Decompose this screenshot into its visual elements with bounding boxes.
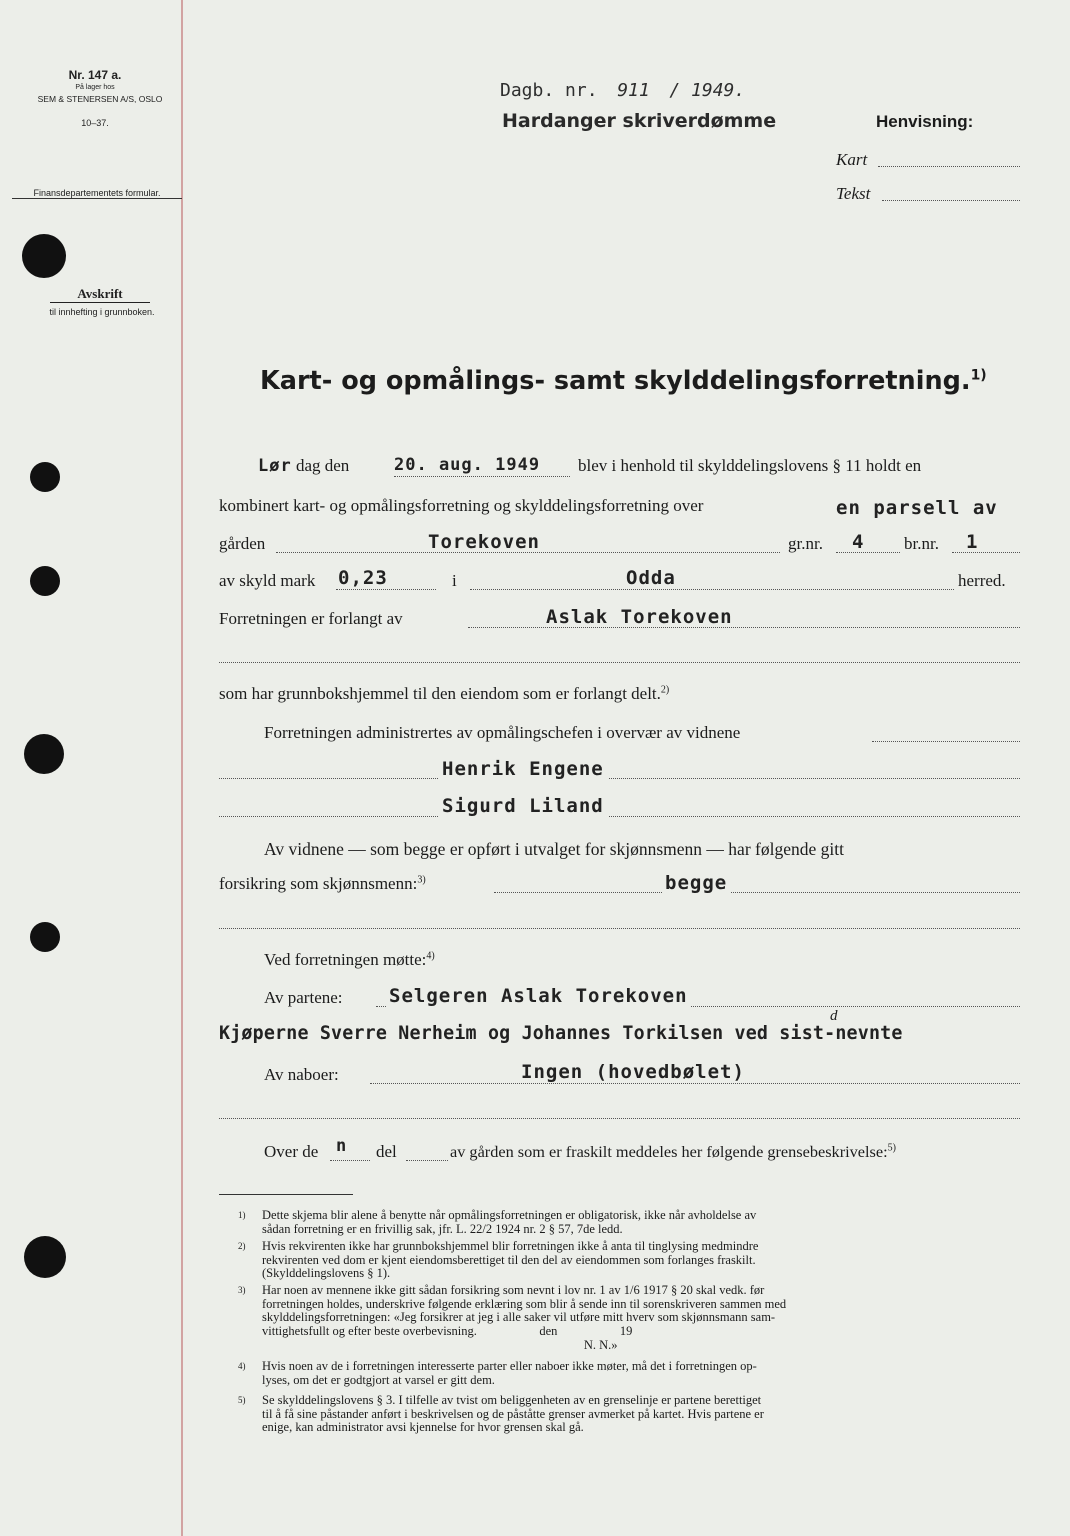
footnote-line: N. N.» [262, 1337, 618, 1352]
over-line [330, 1160, 370, 1161]
parsell-value: en parsell av [836, 497, 998, 519]
footnote-line: vittighetsfullt og efter beste overbevisning. den 19 [262, 1324, 633, 1339]
forsikring-fill [494, 892, 1020, 893]
punch-hole [22, 234, 66, 278]
motte-line [264, 950, 435, 970]
footnote-line: (Skylddelingslovens § 1). [262, 1266, 391, 1281]
admin-text: Forretningen administrertes av opmålingschefen i overvær av vidnene [264, 723, 741, 742]
grense-sup: 5) [887, 1142, 896, 1154]
forsikring-sup: 3) [417, 874, 426, 886]
footnote-4 [238, 1359, 1022, 1387]
brnr-label: br.nr. [904, 534, 939, 553]
over-fill: n [336, 1136, 348, 1156]
naboer-value: Ingen (hovedbølet) [518, 1061, 748, 1083]
kart-line [878, 166, 1020, 167]
footnote-line: Se skylddelingslovens § 3. I tilfelle av tvist om beliggenheten av en grenselinje er partene berettiget [262, 1393, 762, 1407]
line1-rest: blev i henhold til skylddelingslovens § 11 holdt en [578, 456, 922, 475]
ministry-form: Finansdepartementets formular. [12, 188, 182, 199]
footnote-number: 5) [238, 1395, 246, 1405]
motte-text: Ved forretningen møtte: [264, 950, 427, 969]
footnote-number: 1) [238, 1210, 246, 1220]
witness1-value: Henrik Engene [438, 758, 608, 780]
skyld-label: av skyld mark [219, 571, 316, 590]
document-title [260, 366, 987, 396]
publisher-line2: SEM & STENERSEN A/S, OSLO [37, 94, 163, 104]
grunnbok-text: som har grunnbokshjemmel til den eiendom som er forlangt delt. [219, 684, 661, 703]
journal-stamp [500, 80, 745, 101]
brnr-value: 1 [966, 531, 979, 553]
forlangt-label: Forretningen er forlangt av [219, 609, 403, 628]
grnr-label: gr.nr. [788, 534, 823, 553]
punch-hole [24, 1236, 66, 1278]
blank-line-3 [219, 1118, 1020, 1119]
grense-text: av gården som er fraskilt meddeles her følgende grensebeskrivelse: [450, 1142, 888, 1161]
footnote-rule [219, 1194, 353, 1195]
herred-value: Odda [626, 567, 676, 589]
body-line-1 [258, 456, 349, 476]
footnote-line: Dette skjema blir alene å benytte når opmålingsforretningen er obligatorisk, ikke når avholdelse av [262, 1208, 757, 1222]
stamp-office: Hardanger skriverdømme [502, 110, 777, 132]
footnote-line: skylddelingsforretningen: «Jeg forsikrer at jeg i alle saker vil utføre mitt hverv som skjønnsmann sam- [262, 1310, 776, 1325]
margin-line [181, 0, 183, 1536]
tekst-line [882, 200, 1020, 201]
naboer-line [370, 1083, 1020, 1084]
stamp-number: 911 [617, 80, 650, 101]
grunnbok-sup: 2) [660, 684, 670, 696]
avskrift-subtitle: til innhefting i grunnboken. [49, 307, 155, 317]
footnote-line: rekvirenten ved dom er kjent eiendomsberettiget til den del av eiendommen som forlanges fraskilt. [262, 1252, 756, 1267]
kjoperne-insert: d [830, 1008, 838, 1024]
footnote-5 [238, 1393, 1022, 1435]
grunnbok-line [219, 684, 669, 704]
footnote-line: forretningen holdes, underskrive følgende erklæring som blir å sende inn til sorenskriveren sammen med [262, 1296, 787, 1311]
blank-line [219, 662, 1020, 663]
blank-line-2 [219, 928, 1020, 929]
footnote-3 [238, 1283, 1022, 1353]
punch-hole [30, 462, 60, 492]
footnote-line: sådan forretning er en frivillig sak, jfr. L. 22/2 1924 nr. 2 § 57, 7de ledd. [262, 1221, 623, 1236]
witness2-value: Sigurd Liland [438, 795, 608, 817]
forsikring-label: forsikring som skjønnsmenn: [219, 874, 418, 893]
punch-hole [24, 734, 64, 774]
punch-hole [30, 566, 60, 596]
footnote-line: enige, kan administrator avsi kjennelse for hvor grensen skal gå. [262, 1420, 584, 1435]
title-text: Kart- og opmålings- samt skylddelingsforretning. [260, 366, 971, 396]
partene-value: Selgeren Aslak Torekoven [386, 985, 691, 1007]
naboer-label: Av naboer: [264, 1065, 339, 1084]
kjoperne-text: Kjøperne Sverre Nerheim og Johannes Torkilsen ved sist-nevnte [219, 1023, 903, 1044]
footnote-line: Har noen av mennene ikke gitt sådan forsikring som nevnt i lov nr. 1 av 1/6 1917 § 20 skal vedk. før [262, 1283, 765, 1297]
del-line [406, 1160, 448, 1161]
footnote-number: 3) [238, 1285, 246, 1295]
footnote-line: til å få sine påstander anført i beskrivelsen og de påståtte grenser avmerket på kartet. Hvis partene er [262, 1406, 764, 1421]
footnote-line: Hvis rekvirenten ikke har grunnbokshjemmel blir forretningen ikke å anta til tinglysing medmindre [262, 1239, 759, 1253]
stamp-year: / 1949. [669, 80, 746, 101]
footnote-line: Hvis noen av de i forretningen interesserte parter eller naboer ikke møter, må det i forretningen op- [262, 1359, 757, 1373]
kart-label: Kart [836, 150, 868, 169]
forsikring-line [219, 874, 426, 894]
footnote-number: 2) [238, 1241, 246, 1251]
grnr-value: 4 [852, 531, 865, 553]
body-line-2: kombinert kart- og opmålingsforretning og skylddelingsforretning over [219, 496, 704, 515]
skyld-line [336, 589, 436, 590]
footnote-number: 4) [238, 1361, 246, 1371]
herred-label: herred. [958, 571, 1006, 590]
grense-line [450, 1142, 896, 1162]
forlangt-value: Aslak Torekoven [546, 606, 733, 628]
form-number: Nr. 147 a. [68, 68, 122, 82]
herred-line [470, 589, 954, 590]
form-date: 10–37. [81, 118, 109, 128]
title-footnote-ref: 1) [970, 367, 987, 384]
over-label: Over de [264, 1142, 319, 1161]
tekst-label: Tekst [836, 184, 871, 203]
footnote-line: lyses, om det er godtgjort at varsel er gitt dem. [262, 1372, 495, 1387]
witness1-line [219, 778, 1020, 779]
gaarden-label: gården [219, 534, 266, 553]
dag-den-label: dag den [295, 456, 350, 475]
motte-sup: 4) [426, 950, 435, 962]
forsikring-value: begge [662, 872, 730, 894]
date-value: 20. aug. 1949 [394, 455, 541, 475]
skyld-value: 0,23 [338, 567, 388, 589]
punch-hole [30, 922, 60, 952]
brnr-line [952, 552, 1020, 553]
footnote-2 [238, 1239, 1022, 1281]
admin-line [872, 741, 1020, 742]
witness2-line [219, 816, 1020, 817]
vidner-text: Av vidnene — som begge er opført i utvalget for skjønnsmenn — har følgende gitt [264, 839, 844, 859]
stamp-label: Dagb. nr. [500, 80, 598, 101]
partene-label: Av partene: [264, 988, 343, 1007]
avskrift-heading: Avskrift [50, 286, 150, 303]
publisher-line1: På lager hos [75, 84, 115, 91]
henvisning-label: Henvisning: [876, 112, 974, 131]
gaarden-value: Torekoven [428, 531, 540, 553]
date-line [394, 476, 570, 477]
del-label: del [376, 1142, 397, 1161]
i-label: i [452, 571, 457, 590]
grnr-line [836, 552, 900, 553]
footnote-1 [238, 1208, 1022, 1236]
kjoperne-line [219, 1023, 903, 1044]
day-value: Lør [258, 456, 292, 476]
